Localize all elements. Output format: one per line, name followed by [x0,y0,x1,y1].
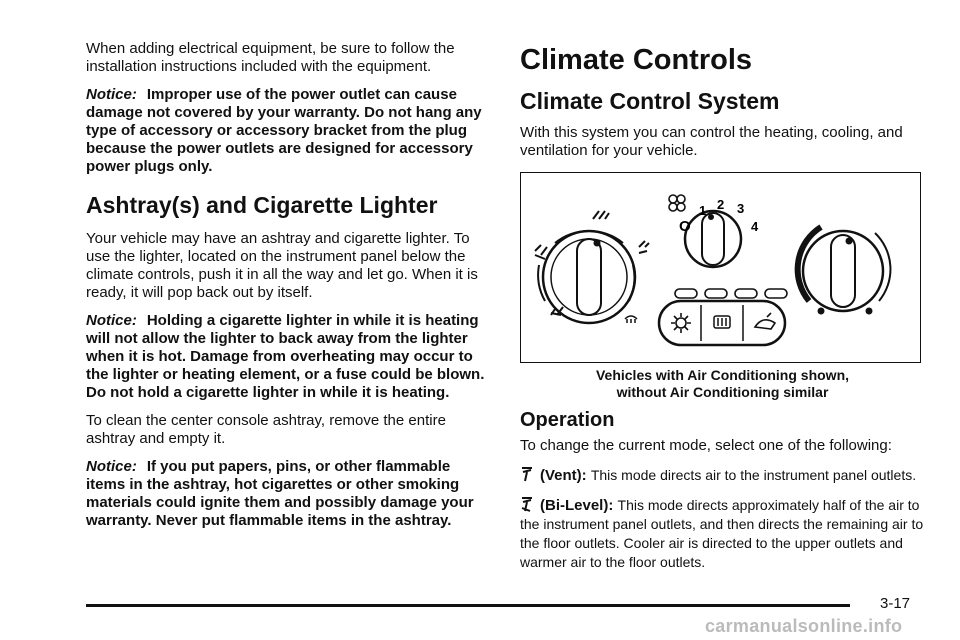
caption-line-1: Vehicles with Air Conditioning shown, [595,367,850,383]
bilevel-icon [520,495,534,513]
defrost-mode-icon [625,316,637,323]
section-paragraph: With this system you can control the heating, cooling, and ventilation for your vehicle. [520,124,903,159]
caption-line-2: without Air Conditioning similar [616,384,829,400]
mode-label: (Vent): [540,467,587,484]
fan-knob [685,211,741,267]
recirculation-icon [671,313,691,333]
section-heading: Climate Control System [520,88,780,114]
ashtray-paragraph: Your vehicle may have an ashtray and cigarette lighter. To use the lighter, located on the instrument panel below the climate controls, push it in all the way and let go. When it is ready, it will pop back out by itself. [86,230,478,301]
figure-caption [520,367,925,401]
mode-text: This mode directs approximately half of the air to the instrument panel outlets, and then directs the remaining air to the floor outlets. Cooler air is directed to the upper outlets and warmer air to the floor outlets. [520,497,924,570]
footer-rule [86,604,850,607]
temperature-hot-dot [866,308,873,315]
vent-icon [520,465,534,483]
mode-knob [538,231,635,323]
notice-power-outlet [86,86,486,176]
climate-panel-illustration [521,173,919,361]
notice-text: Improper use of the power outlet can cause damage not covered by your warranty. Do not hang any type of accessory or accessory bracket from the plug because the power outlets are designed for accessory power plugs only. [86,86,482,175]
notice-label: Notice: [86,312,137,329]
left-column [86,40,486,540]
notice-flammable [86,458,486,530]
operation-heading: Operation [520,409,615,431]
mode-text: This mode directs air to the instrument panel outlets. [590,467,917,483]
climate-control-figure [520,172,921,363]
fan-label-4: 4 [751,219,759,234]
blend-mode-icon [639,241,649,253]
operation-paragraph: To change the current mode, select one of the following: [520,437,892,454]
notice-text: Holding a cigarette lighter in while it is heating will not allow the lighter to back away from the lighter when it is hot. Damage from overheating may occur to the lighter or heating element, or a fuse could be blown. Do not hold a cigarette lighter in while it is heating. [86,312,485,401]
fan-label-off: O [679,218,691,235]
air-conditioning-icon [755,313,775,329]
notice-text: If you put papers, pins, or other flammable items in the ashtray, hot cigarettes or other smoking materials could ignite them and possibly damage your warranty. Never put flammable items in the ashtray. [86,458,474,529]
vent-mode-icon [593,211,609,219]
mode-knob-pointer [594,240,601,247]
fan-label-1: 1 [699,203,707,218]
bilevel-mode-icon [535,245,547,259]
intro-paragraph: When adding electrical equipment, be sure to follow the installation instructions included with the equipment. [86,40,455,75]
rear-defrost-icon [714,316,730,328]
notice-lighter [86,312,486,402]
chapter-heading: Climate Controls [520,44,753,76]
fan-knob-pointer [708,214,714,220]
fan-icon [669,195,685,211]
page-number: 3-17 [880,595,911,612]
mode-item-bilevel [520,495,925,572]
fan-label-3: 3 [737,201,745,216]
temperature-knob-pointer [846,238,853,245]
ashtray-heading: Ashtray(s) and Cigarette Lighter [86,192,438,218]
watermark: carmanualsonline.info [705,616,903,636]
temperature-knob [798,227,891,311]
notice-label: Notice: [86,458,137,475]
mode-item-vent [520,465,925,485]
clean-ashtray-paragraph: To clean the center console ashtray, remove the entire ashtray and empty it. [86,412,446,447]
mode-label: (Bi-Level): [540,497,614,514]
right-column [520,40,925,582]
notice-label: Notice: [86,86,137,103]
temperature-cold-dot [818,308,825,315]
fan-label-2: 2 [717,197,725,212]
